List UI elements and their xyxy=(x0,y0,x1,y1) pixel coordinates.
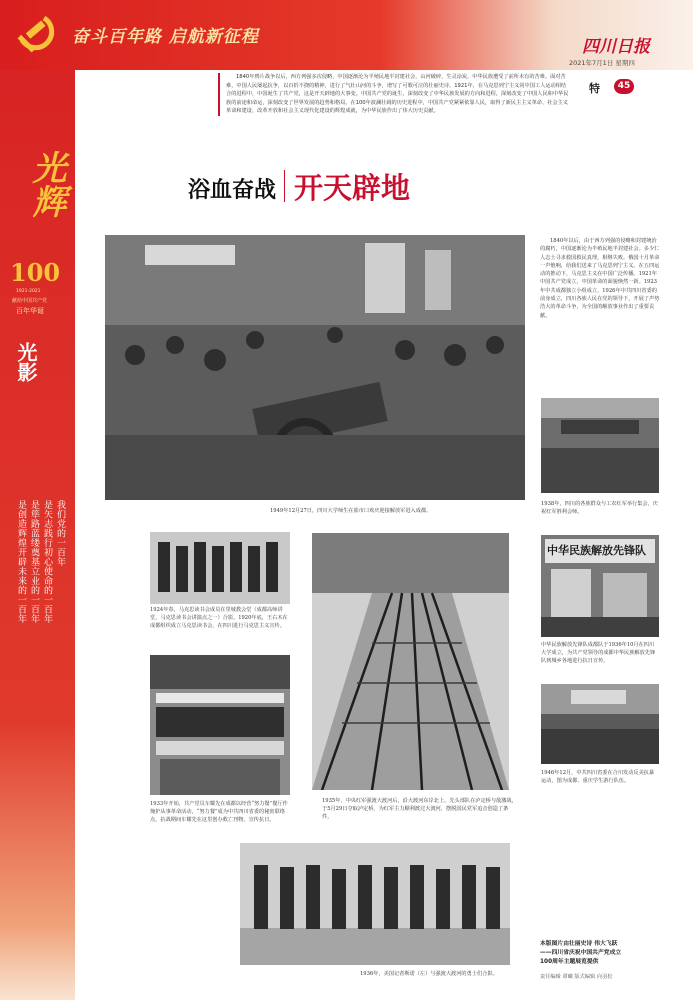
credits-line-3: 100周年主题展览提供 xyxy=(540,959,599,965)
caption-right-1: 1938年，四川的各族群众与工农红军举行集会，庆祝红军胜利会师。 xyxy=(541,501,658,515)
sidebar-years: 1921-2021 xyxy=(16,289,41,294)
newspaper-logo: 四川日报 xyxy=(582,37,650,57)
photo-right-3 xyxy=(541,684,659,764)
credits-line-1: 本版图片由壮丽史诗 伟大飞跃 xyxy=(540,941,618,947)
banner-text: 中华民族解放先锋队 xyxy=(547,544,646,557)
credits-block xyxy=(540,940,665,981)
poem-line: 是筚路蓝缕奠基立业的一百年 xyxy=(29,500,39,624)
sidebar-tagline-1: 献给中国共产党 xyxy=(12,298,48,304)
credits-editors: 责任编辑 谭曦 版式编辑 向羽松 xyxy=(540,974,613,980)
main-photo-crowd xyxy=(105,235,525,500)
photo-restaurant xyxy=(150,655,290,795)
caption-photo-3: 1935年，中央红军强渡大渡河后，沿大渡河东岸北上。先头部队在泸定桥与敌激战，于5月29日夺取泸定桥，为红军主力顺利渡过大渡河，摆脱国民党军追击创造了条件。 xyxy=(322,798,517,820)
caption-right-3: 1946年12月，中共四川省委在合川发动反美抗暴运动，图为成都、重庆学生游行队伍。 xyxy=(541,770,655,784)
photo-snow-soldiers xyxy=(240,843,510,965)
sidebar-big-title: 光辉 xyxy=(26,150,66,218)
column-name: 光影 xyxy=(14,342,38,382)
poem-line: 是矢志践行初心使命的一百年 xyxy=(42,500,52,624)
poem-line: 是创造辉煌开辟未来的一百年 xyxy=(16,500,26,624)
header-slogan: 奋斗百年路 启航新征程 xyxy=(72,27,259,47)
issue-date: 2021年7月1日 星期四 xyxy=(569,59,635,67)
photo-right-2 xyxy=(541,535,659,637)
right-text-column: 1840年以后，由于西方列强的侵略和封建统治的腐朽，中国逐渐沦为半殖民地半封建社会。多少仁人志士寻求救国救民真理，相继失败。俄国十月革命一声炮响，给我们送来了马克思列宁主义。在五四运动的推动下，马克思主义在中国广泛传播。1921年中国共产党成立，中国革命的面貌焕然一新。1923年中共成都独立小组成立，1926年中共四川省委的前身成立，四川各族人民在党的领导下，开展了声势浩大的革命斗争，为全国的解放事业作出了重要贡献。 xyxy=(540,238,660,319)
intro-paragraph xyxy=(218,73,569,116)
caption-right-2: 中华民族解放先锋队成都队于1936年10月在四川大学成立，为共产党领导的成都中华民族解放先锋队到城乡各地进行抗日宣传。 xyxy=(541,642,656,664)
headline-divider xyxy=(284,170,285,202)
caption-photo-1: 1924年春，马克思读书会成员在里城教会堂（成都高师讲堂，马克思读书会讲演点之一）合影。1920年底，王右木在成都组织成立马克思读书会，在四川进行马克思主义宣传。 xyxy=(150,607,288,629)
photo-luding-bridge xyxy=(312,533,509,790)
headline-left: 浴血奋战 xyxy=(188,177,277,203)
headline-right: 开天辟地 xyxy=(294,171,411,205)
sidebar-tagline-2: 百年华诞 xyxy=(16,307,44,315)
photo-right-1 xyxy=(541,398,659,493)
sidebar-hundred: 100 xyxy=(10,258,61,287)
credits-line-2: ——四川省庆祝中国共产党成立 xyxy=(540,950,622,956)
section-label: 特 xyxy=(589,82,600,95)
page-header xyxy=(0,0,693,70)
party-emblem-icon xyxy=(14,12,60,58)
intro-text: 1840年鸦片战争以后，西方列强多次侵略，中国逐渐沦为半殖民地半封建社会，山河破碎，生灵涂炭，中华民族遭受了前所未有的苦难。面对苦难，中国人民屡起抗争，以百折不挠的精神，进行了气壮山河的斗争，谱写了可歌可泣的壮丽史诗。1921年，在马克思列宁主义同中国工人运动相结合的进程中，中国诞生了共产党，这是开天辟地的大事变。中国共产党的诞生，深刻改变了中华民族发展的方向和进程，深刻改变了中国人民和中华民族的前途和命运，深刻改变了世界发展的趋势和格局。在100年波澜壮阔的历史进程中，中国共产党紧紧依靠人民，取得了新民主主义革命、社会主义革命和建设、改革开放和社会主义现代化建设的辉煌成就，为中华民族作出了伟大历史贡献。 xyxy=(226,74,569,115)
photo-group-1924 xyxy=(150,532,290,604)
poem-line: 我们党的一百年 xyxy=(55,500,65,567)
page-number: 45 xyxy=(617,81,631,91)
caption-main: 1949年12月27日，四川大学师生在盐市口欢庆迎接解放军进入成都。 xyxy=(270,508,432,514)
caption-photo-2: 1933年开始，共产党员车耀先在成都以经营“努力餐”餐厅作掩护从事革命活动，“努力餐”成为中共四川省委的秘密联络点，抗战期间车耀先在这里创办救亡刊物，宣传抗日。 xyxy=(150,801,288,823)
page-number-badge xyxy=(614,79,634,94)
caption-photo-4: 1936年，美国记者斯诺（左）与强渡大渡河的勇士们合影。 xyxy=(360,971,498,977)
left-sidebar xyxy=(0,70,75,1000)
